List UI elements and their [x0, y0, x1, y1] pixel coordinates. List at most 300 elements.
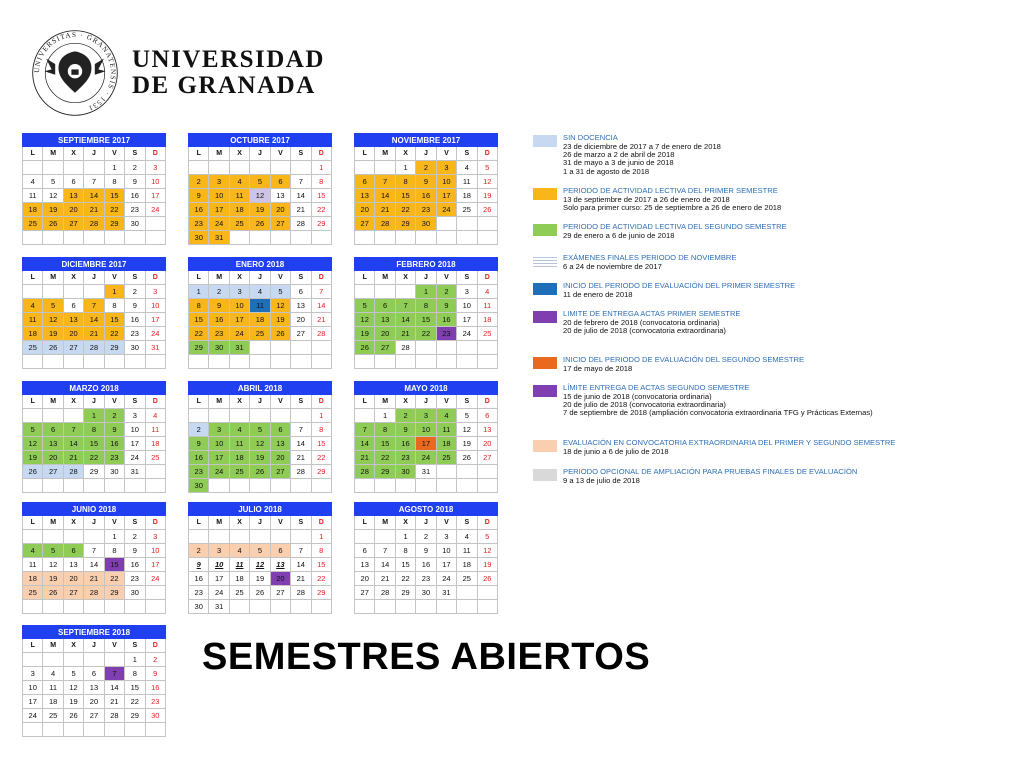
day-cell: 29 — [311, 586, 331, 600]
day-cell: 6 — [270, 423, 290, 437]
legend-line: 13 de septiembre de 2017 a 26 de enero de 2018 — [563, 195, 730, 204]
day-cell: 27 — [63, 586, 83, 600]
empty-cell — [311, 231, 331, 245]
weekday-header: L — [23, 147, 43, 161]
day-cell: 24 — [229, 327, 249, 341]
day-cell: 4 — [145, 409, 165, 423]
day-cell: 25 — [23, 217, 43, 231]
legend-line: 26 de marzo a 2 de abril de 2018 — [563, 150, 675, 160]
day-cell: 22 — [395, 572, 415, 586]
legend-swatch — [533, 440, 557, 452]
day-cell: 27 — [270, 465, 290, 479]
day-cell: 20 — [63, 572, 83, 586]
day-cell: 15 — [375, 437, 395, 451]
empty-cell — [43, 231, 63, 245]
empty-cell — [43, 653, 63, 667]
empty-cell — [291, 231, 311, 245]
legend-swatch — [533, 311, 557, 323]
day-cell: 4 — [457, 530, 477, 544]
empty-cell — [270, 530, 290, 544]
empty-cell — [270, 161, 290, 175]
empty-cell — [104, 653, 124, 667]
weekday-header: L — [23, 395, 43, 409]
day-cell: 26 — [63, 709, 83, 723]
day-cell: 16 — [125, 189, 145, 203]
day-cell: 14 — [104, 681, 124, 695]
day-cell: 6 — [63, 175, 83, 189]
weekday-header: V — [270, 395, 290, 409]
weekday-header: V — [104, 147, 124, 161]
empty-cell — [43, 409, 63, 423]
day-cell: 8 — [395, 175, 415, 189]
day-cell: 4 — [23, 175, 43, 189]
day-cell: 26 — [23, 465, 43, 479]
empty-cell — [375, 530, 395, 544]
day-cell: 24 — [145, 572, 165, 586]
day-cell: 18 — [23, 572, 43, 586]
day-cell: 14 — [291, 558, 311, 572]
day-cell: 8 — [104, 175, 124, 189]
day-cell: 21 — [375, 572, 395, 586]
weekday-header: X — [63, 639, 83, 653]
weekday-header: S — [125, 639, 145, 653]
day-cell: 15 — [395, 558, 415, 572]
day-cell: 3 — [145, 285, 165, 299]
weekday-header: V — [436, 516, 456, 530]
day-cell: 28 — [375, 586, 395, 600]
day-cell: 25 — [250, 327, 270, 341]
empty-cell — [209, 479, 229, 493]
empty-cell — [145, 600, 165, 614]
day-cell: 25 — [457, 203, 477, 217]
day-cell: 23 — [436, 327, 456, 341]
day-cell: 2 — [145, 653, 165, 667]
header — [30, 28, 325, 118]
day-cell: 30 — [125, 217, 145, 231]
legend-title: PERIODO OPCIONAL DE AMPLIACIÓN PARA PRUEBAS FINALES DE EVALUACIÓN — [563, 467, 858, 476]
day-cell: 26 — [43, 586, 63, 600]
day-cell: 25 — [23, 586, 43, 600]
day-cell: 26 — [270, 327, 290, 341]
weekday-header: J — [84, 271, 104, 285]
day-cell: 10 — [436, 544, 456, 558]
day-cell: 22 — [84, 451, 104, 465]
weekday-header: J — [416, 147, 436, 161]
empty-cell — [436, 355, 456, 369]
day-cell: 6 — [270, 544, 290, 558]
weekday-header: S — [457, 271, 477, 285]
month-name: OCTUBRE 2017 — [189, 134, 332, 147]
empty-cell — [63, 285, 83, 299]
day-cell: 10 — [125, 423, 145, 437]
day-cell: 25 — [229, 586, 249, 600]
day-cell: 22 — [311, 203, 331, 217]
month-name: FEBRERO 2018 — [355, 258, 498, 271]
page-title: SEMESTRES ABIERTOS — [202, 636, 651, 678]
day-cell: 14 — [63, 437, 83, 451]
day-cell: 14 — [84, 189, 104, 203]
empty-cell — [416, 231, 436, 245]
empty-cell — [457, 600, 477, 614]
legend-title: INICIO DEL PERIODO DE EVALUACIÓN DEL PRIMER SEMESTRE — [563, 281, 796, 290]
empty-cell — [436, 479, 456, 493]
day-cell: 24 — [125, 451, 145, 465]
day-cell: 23 — [125, 572, 145, 586]
day-cell: 3 — [457, 285, 477, 299]
month-calendar — [22, 502, 166, 614]
day-cell: 24 — [23, 709, 43, 723]
weekday-header: X — [63, 395, 83, 409]
weekday-header: L — [23, 516, 43, 530]
day-cell: 16 — [145, 681, 165, 695]
weekday-header: X — [229, 147, 249, 161]
day-cell: 22 — [104, 572, 124, 586]
day-cell: 25 — [457, 572, 477, 586]
day-cell: 21 — [395, 327, 415, 341]
day-cell: 16 — [209, 313, 229, 327]
legend-line: 20 de julio de 2018 (convocatoria extraordinaria) — [563, 400, 726, 410]
empty-cell — [209, 355, 229, 369]
empty-cell — [436, 600, 456, 614]
day-cell: 14 — [84, 313, 104, 327]
day-cell: 5 — [43, 544, 63, 558]
day-cell: 10 — [229, 299, 249, 313]
day-cell: 18 — [23, 327, 43, 341]
weekday-header: J — [250, 271, 270, 285]
empty-cell — [23, 285, 43, 299]
day-cell: 26 — [250, 465, 270, 479]
day-cell: 28 — [84, 217, 104, 231]
day-cell: 27 — [375, 341, 395, 355]
empty-cell — [291, 409, 311, 423]
day-cell: 7 — [375, 544, 395, 558]
month-name: JUNIO 2018 — [23, 503, 166, 516]
day-cell: 7 — [291, 423, 311, 437]
empty-cell — [125, 723, 145, 737]
day-cell: 1 — [104, 530, 124, 544]
day-cell: 28 — [355, 465, 375, 479]
day-cell: 10 — [209, 189, 229, 203]
day-cell: 10 — [145, 175, 165, 189]
weekday-header: S — [457, 147, 477, 161]
legend-title: INICIO DEL PERIODO DE EVALUACIÓN DEL SEGUNDO SEMESTRE — [563, 355, 805, 364]
day-cell: 4 — [457, 161, 477, 175]
empty-cell — [23, 653, 43, 667]
day-cell: 5 — [270, 285, 290, 299]
day-cell: 18 — [477, 313, 497, 327]
day-cell: 11 — [457, 544, 477, 558]
day-cell: 23 — [189, 217, 209, 231]
empty-cell — [457, 479, 477, 493]
weekday-header: X — [395, 271, 415, 285]
day-cell: 6 — [355, 544, 375, 558]
weekday-header: M — [43, 147, 63, 161]
day-cell: 11 — [229, 437, 249, 451]
empty-cell — [375, 479, 395, 493]
legend-swatch — [533, 135, 557, 147]
empty-cell — [63, 355, 83, 369]
weekday-header: D — [145, 271, 165, 285]
day-cell: 23 — [395, 451, 415, 465]
day-cell: 7 — [355, 423, 375, 437]
day-cell: 15 — [311, 558, 331, 572]
empty-cell — [250, 409, 270, 423]
day-cell: 2 — [125, 530, 145, 544]
day-cell: 19 — [63, 695, 83, 709]
empty-cell — [84, 479, 104, 493]
legend-title: LIMITE DE ENTREGA ACTAS PRIMER SEMESTRE — [563, 309, 741, 318]
day-cell: 7 — [395, 299, 415, 313]
empty-cell — [189, 409, 209, 423]
day-cell: 20 — [270, 572, 290, 586]
day-cell: 18 — [145, 437, 165, 451]
empty-cell — [250, 530, 270, 544]
day-cell: 4 — [23, 299, 43, 313]
day-cell: 10 — [209, 558, 229, 572]
empty-cell — [23, 600, 43, 614]
day-cell: 28 — [84, 586, 104, 600]
day-cell: 2 — [189, 175, 209, 189]
legend-line: 1 a 31 de agosto de 2018 — [563, 166, 650, 176]
month-name: MARZO 2018 — [23, 382, 166, 395]
weekday-header: M — [375, 516, 395, 530]
day-cell: 30 — [104, 465, 124, 479]
day-cell: 5 — [250, 423, 270, 437]
day-cell: 5 — [43, 299, 63, 313]
day-cell: 29 — [84, 465, 104, 479]
day-cell: 13 — [43, 437, 63, 451]
day-cell: 2 — [436, 285, 456, 299]
day-cell: 30 — [125, 341, 145, 355]
day-cell: 11 — [477, 299, 497, 313]
day-cell: 5 — [43, 175, 63, 189]
day-cell: 25 — [436, 451, 456, 465]
empty-cell — [375, 231, 395, 245]
empty-cell — [477, 341, 497, 355]
empty-cell — [291, 600, 311, 614]
day-cell: 24 — [436, 572, 456, 586]
day-cell: 19 — [355, 327, 375, 341]
weekday-header: M — [43, 639, 63, 653]
day-cell: 28 — [311, 327, 331, 341]
weekday-header: M — [209, 395, 229, 409]
weekday-header: V — [436, 395, 456, 409]
day-cell: 23 — [416, 572, 436, 586]
weekday-header: J — [84, 516, 104, 530]
day-cell: 20 — [355, 572, 375, 586]
day-cell: 14 — [291, 437, 311, 451]
weekday-header: X — [395, 516, 415, 530]
day-cell: 14 — [355, 437, 375, 451]
empty-cell — [43, 530, 63, 544]
empty-cell — [311, 355, 331, 369]
day-cell: 11 — [229, 189, 249, 203]
day-cell: 26 — [355, 341, 375, 355]
day-cell: 16 — [125, 558, 145, 572]
day-cell: 13 — [270, 189, 290, 203]
empty-cell — [395, 600, 415, 614]
empty-cell — [43, 355, 63, 369]
empty-cell — [23, 231, 43, 245]
day-cell: 14 — [375, 558, 395, 572]
month-calendar — [188, 502, 332, 614]
day-cell: 3 — [145, 530, 165, 544]
day-cell: 9 — [395, 423, 415, 437]
weekday-header: S — [291, 271, 311, 285]
empty-cell — [229, 231, 249, 245]
empty-cell — [145, 465, 165, 479]
weekday-header: D — [311, 147, 331, 161]
day-cell: 9 — [416, 544, 436, 558]
day-cell: 26 — [457, 451, 477, 465]
day-cell: 3 — [209, 423, 229, 437]
weekday-header: S — [291, 516, 311, 530]
weekday-header: L — [189, 516, 209, 530]
weekday-header: L — [355, 271, 375, 285]
day-cell: 8 — [375, 423, 395, 437]
day-cell: 27 — [270, 217, 290, 231]
empty-cell — [23, 723, 43, 737]
day-cell: 18 — [436, 437, 456, 451]
day-cell: 22 — [395, 203, 415, 217]
empty-cell — [355, 161, 375, 175]
day-cell: 2 — [189, 544, 209, 558]
empty-cell — [189, 161, 209, 175]
day-cell: 15 — [416, 313, 436, 327]
weekday-header: L — [23, 639, 43, 653]
day-cell: 29 — [395, 586, 415, 600]
legend-line: 23 de diciembre de 2017 a 7 de enero de 2018 — [563, 142, 721, 151]
empty-cell — [436, 217, 456, 231]
day-cell: 17 — [145, 558, 165, 572]
day-cell: 31 — [416, 465, 436, 479]
day-cell: 26 — [477, 572, 497, 586]
empty-cell — [311, 341, 331, 355]
weekday-header: D — [477, 271, 497, 285]
day-cell: 7 — [84, 175, 104, 189]
day-cell: 15 — [104, 558, 124, 572]
month-calendar — [188, 133, 332, 245]
university-name-line1: UNIVERSIDAD — [132, 45, 325, 73]
empty-cell — [43, 161, 63, 175]
month-name: AGOSTO 2018 — [355, 503, 498, 516]
weekday-header: D — [311, 271, 331, 285]
day-cell: 15 — [104, 189, 124, 203]
empty-cell — [189, 530, 209, 544]
day-cell: 6 — [355, 175, 375, 189]
day-cell: 29 — [104, 341, 124, 355]
day-cell: 23 — [125, 327, 145, 341]
day-cell: 3 — [436, 530, 456, 544]
day-cell: 1 — [311, 409, 331, 423]
day-cell: 19 — [43, 327, 63, 341]
day-cell: 18 — [457, 189, 477, 203]
weekday-header: V — [104, 516, 124, 530]
day-cell: 11 — [43, 681, 63, 695]
day-cell: 10 — [457, 299, 477, 313]
day-cell: 6 — [63, 299, 83, 313]
day-cell: 20 — [63, 327, 83, 341]
empty-cell — [229, 409, 249, 423]
empty-cell — [395, 479, 415, 493]
day-cell: 23 — [189, 465, 209, 479]
day-cell: 17 — [209, 572, 229, 586]
month-name: ABRIL 2018 — [189, 382, 332, 395]
weekday-header: S — [125, 516, 145, 530]
day-cell: 30 — [416, 217, 436, 231]
legend-line: 29 de enero a 6 de junio de 2018 — [563, 231, 675, 240]
day-cell: 28 — [395, 341, 415, 355]
weekday-header: V — [104, 395, 124, 409]
day-cell: 24 — [209, 217, 229, 231]
day-cell: 26 — [43, 217, 63, 231]
day-cell: 26 — [477, 203, 497, 217]
weekday-header: L — [355, 147, 375, 161]
day-cell: 20 — [43, 451, 63, 465]
legend-swatch — [533, 385, 557, 397]
day-cell: 29 — [189, 341, 209, 355]
day-cell: 17 — [23, 695, 43, 709]
month-calendar — [188, 381, 332, 493]
university-name — [132, 47, 325, 100]
day-cell: 28 — [104, 709, 124, 723]
day-cell: 13 — [477, 423, 497, 437]
day-cell: 21 — [63, 451, 83, 465]
day-cell: 13 — [291, 299, 311, 313]
day-cell: 12 — [23, 437, 43, 451]
empty-cell — [145, 479, 165, 493]
empty-cell — [311, 600, 331, 614]
day-cell: 22 — [311, 572, 331, 586]
day-cell: 1 — [104, 285, 124, 299]
weekday-header: M — [43, 516, 63, 530]
day-cell: 12 — [457, 423, 477, 437]
day-cell: 9 — [125, 299, 145, 313]
empty-cell — [43, 723, 63, 737]
day-cell: 19 — [43, 203, 63, 217]
empty-cell — [477, 355, 497, 369]
weekday-header: J — [250, 147, 270, 161]
day-cell: 5 — [477, 530, 497, 544]
day-cell: 16 — [416, 558, 436, 572]
empty-cell — [23, 161, 43, 175]
day-cell: 27 — [477, 451, 497, 465]
empty-cell — [145, 217, 165, 231]
weekday-header: X — [63, 271, 83, 285]
weekday-header: J — [416, 271, 436, 285]
day-cell: 10 — [145, 544, 165, 558]
day-cell: 20 — [270, 451, 290, 465]
day-cell: 8 — [416, 299, 436, 313]
weekday-header: J — [250, 395, 270, 409]
empty-cell — [250, 479, 270, 493]
empty-cell — [355, 231, 375, 245]
day-cell: 4 — [229, 544, 249, 558]
day-cell: 15 — [311, 437, 331, 451]
weekday-header: S — [125, 271, 145, 285]
empty-cell — [270, 355, 290, 369]
legend-line: 15 de junio de 2018 (convocatoria ordinaria) — [563, 392, 712, 401]
day-cell: 15 — [311, 189, 331, 203]
empty-cell — [355, 285, 375, 299]
day-cell: 3 — [416, 409, 436, 423]
weekday-header: J — [250, 516, 270, 530]
day-cell: 21 — [84, 572, 104, 586]
university-seal-icon — [30, 28, 120, 118]
empty-cell — [375, 600, 395, 614]
empty-cell — [209, 530, 229, 544]
day-cell: 3 — [209, 175, 229, 189]
